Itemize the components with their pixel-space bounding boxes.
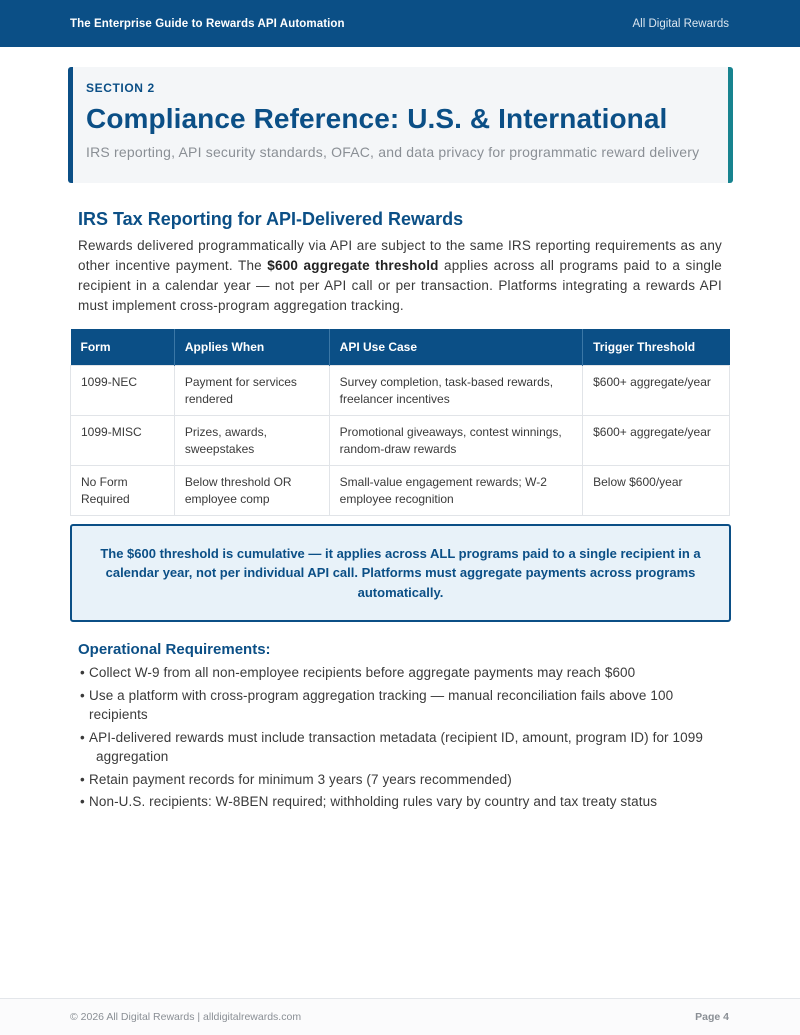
table-cell: $600+ aggregate/year bbox=[583, 365, 730, 415]
operational-requirements-list bbox=[80, 663, 720, 815]
document-header-bar bbox=[0, 0, 800, 47]
list-item bbox=[80, 686, 720, 725]
table-cell: $600+ aggregate/year bbox=[583, 415, 730, 465]
table-row bbox=[71, 365, 730, 415]
section-title: Compliance Reference: U.S. & International bbox=[86, 103, 668, 134]
table-header-cell: Applies When bbox=[174, 329, 329, 365]
section-label: SECTION 2 bbox=[86, 81, 155, 95]
section-subtitle: IRS reporting, API security standards, OFAC, and data privacy for programmatic reward delivery bbox=[86, 144, 700, 160]
list-item-text: Retain payment records for minimum 3 years (7 years recommended) bbox=[89, 771, 512, 787]
page-footer bbox=[0, 998, 800, 1035]
table-row bbox=[71, 465, 730, 515]
table-cell: Below threshold OR employee comp bbox=[174, 465, 329, 515]
callout-text: The $600 threshold is cumulative — it applies across ALL programs paid to a single recipient in a calendar year, not per individual API call. Platforms must aggregate payments across programs automatically. bbox=[100, 545, 701, 600]
table-cell: Prizes, awards, sweepstakes bbox=[174, 415, 329, 465]
table-cell: Payment for services rendered bbox=[174, 365, 329, 415]
table-header-cell: Trigger Threshold bbox=[583, 329, 730, 365]
list-item bbox=[80, 728, 720, 767]
page-number: Page 4 bbox=[695, 1011, 729, 1023]
table-cell: 1099-NEC bbox=[71, 365, 175, 415]
bullet-icon: • bbox=[80, 687, 85, 703]
footer-copyright: © 2026 All Digital Rewards | alldigitalrewards.com bbox=[70, 1011, 302, 1023]
intro-bold-threshold: $600 aggregate threshold bbox=[267, 258, 439, 273]
table-header-row bbox=[71, 329, 730, 365]
bullet-icon: • bbox=[80, 794, 85, 809]
brand-name: All Digital Rewards bbox=[632, 17, 729, 30]
list-item bbox=[80, 770, 720, 790]
table-row bbox=[71, 415, 730, 465]
table-cell: Survey completion, task-based rewards, freelancer incentives bbox=[329, 365, 582, 415]
irs-forms-table bbox=[70, 329, 730, 516]
bullet-icon: • bbox=[80, 729, 85, 745]
list-item-continuation: aggregation bbox=[96, 749, 169, 764]
list-item-text: API-delivered rewards must include transaction metadata (recipient ID, amount, program ID) for 1099 bbox=[89, 729, 703, 745]
intro-text-end: applies across all programs paid to a single recipient in a calendar year — not per API call or per transaction. Platforms integrating a rewards API must implement cross-program aggregation tracking. bbox=[78, 258, 723, 313]
table-cell: 1099-MISC bbox=[71, 415, 175, 465]
irs-intro-paragraph bbox=[78, 236, 722, 316]
irs-heading: IRS Tax Reporting for API-Delivered Rewards bbox=[78, 209, 464, 229]
list-item-text: Non-U.S. recipients: W-8BEN required; withholding rules vary by country and tax treaty status bbox=[89, 794, 658, 809]
bullet-icon: • bbox=[80, 665, 85, 680]
document-title: The Enterprise Guide to Rewards API Automation bbox=[70, 17, 345, 30]
list-item-text: Collect W-9 from all non-employee recipients before aggregate payments may reach $600 bbox=[89, 665, 636, 680]
table-cell: No Form Required bbox=[71, 465, 175, 515]
table-cell: Promotional giveaways, contest winnings, random-draw rewards bbox=[329, 415, 582, 465]
bullet-icon: • bbox=[80, 771, 85, 787]
operational-requirements-title: Operational Requirements: bbox=[78, 641, 271, 658]
list-item-text: Use a platform with cross-program aggregation tracking — manual reconciliation fails above 100 recipients bbox=[89, 687, 674, 722]
intro-text-start: Rewards delivered programmatically via API are subject to the same IRS reporting requirements as any other incentive payment. The bbox=[78, 238, 722, 273]
table-header-cell: Form bbox=[71, 329, 175, 365]
table-cell: Small-value engagement rewards; W-2 employee recognition bbox=[329, 465, 582, 515]
list-item bbox=[80, 663, 720, 683]
list-item bbox=[80, 792, 720, 812]
threshold-callout bbox=[70, 524, 731, 622]
table-cell: Below $600/year bbox=[583, 465, 730, 515]
section-header-card bbox=[68, 67, 733, 183]
table-header-cell: API Use Case bbox=[329, 329, 582, 365]
